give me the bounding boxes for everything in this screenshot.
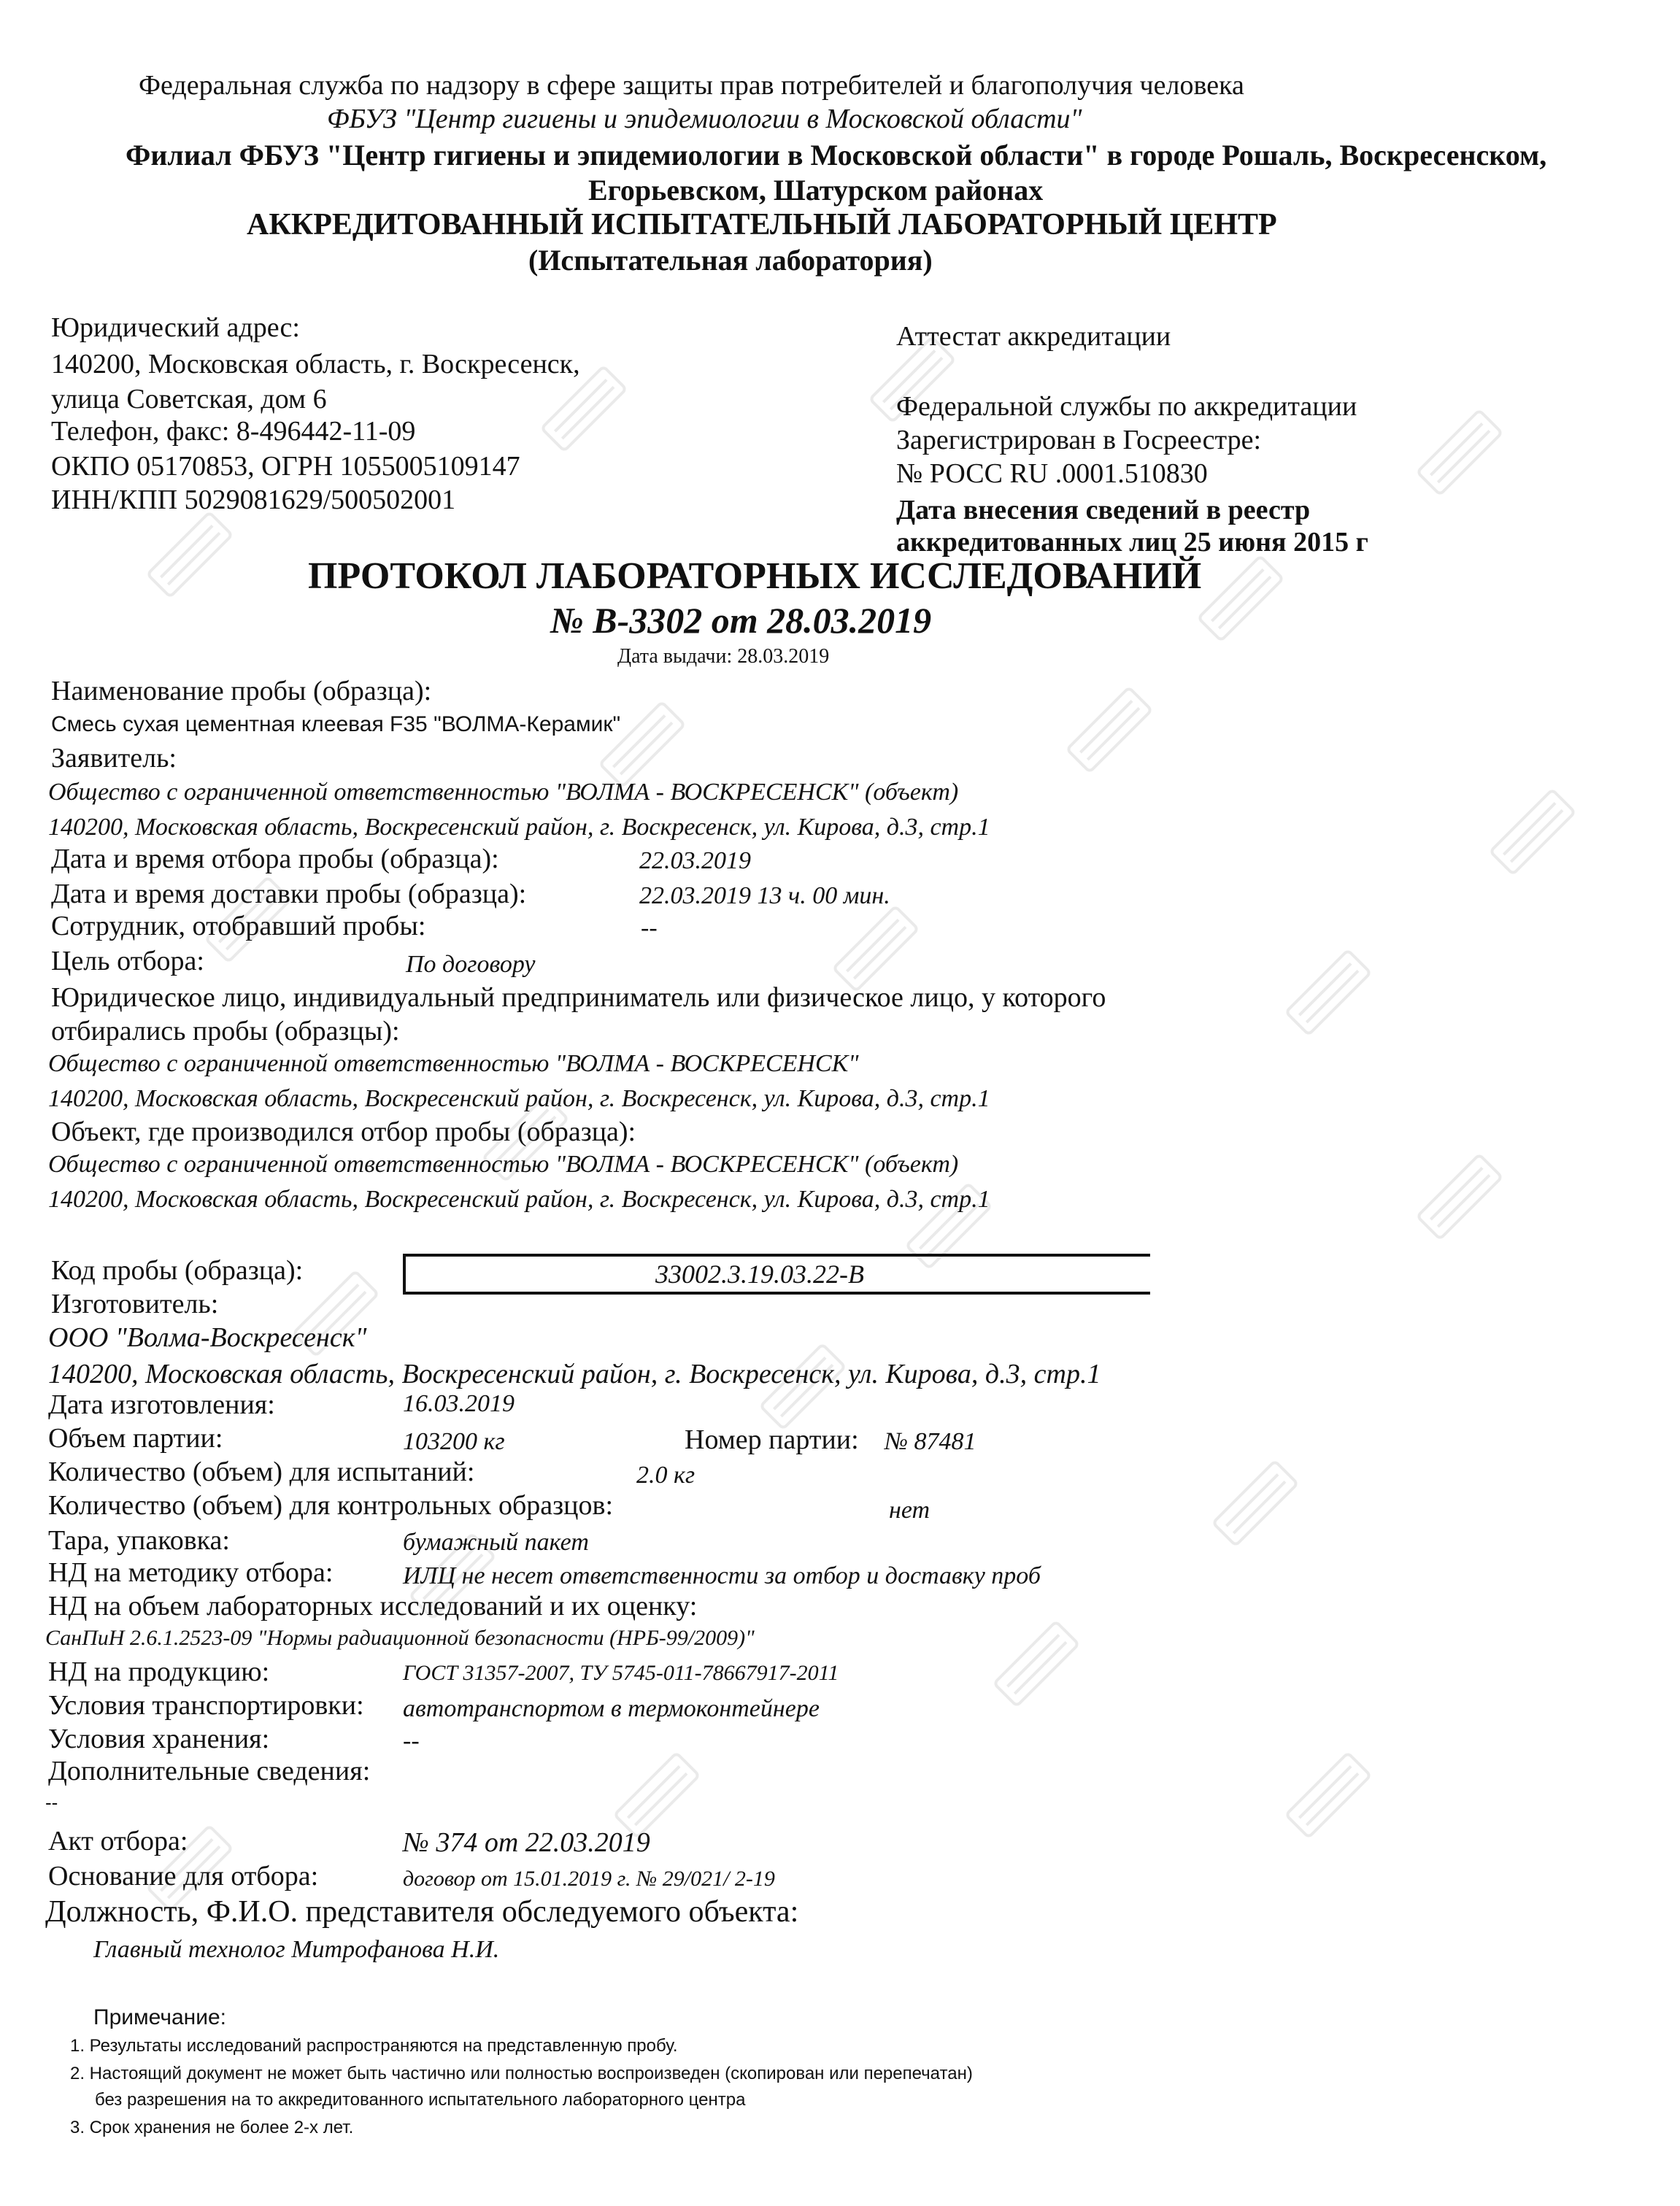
sampling-date-value: 22.03.2019 <box>639 847 751 874</box>
package-label: Тара, упаковка: <box>48 1525 230 1556</box>
basis-label: Основание для отбора: <box>48 1861 319 1891</box>
entity-name: Общество с ограниченной ответственностью "ВОЛМА - ВОСКРЕСЕНСК" <box>48 1050 859 1077</box>
representative-value: Главный технолог Митрофанова Н.И. <box>93 1936 500 1963</box>
stamp-watermark-icon <box>833 906 918 991</box>
header-line-6: (Испытательная лаборатория) <box>528 244 933 277</box>
product-nd-value: ГОСТ 31357-2007, ТУ 5745-011-78667917-2011 <box>403 1661 839 1685</box>
code-value: 33002.3.19.03.22-В <box>655 1260 864 1289</box>
method-label: НД на методику отбора: <box>48 1557 334 1588</box>
extra-label: Дополнительные сведения: <box>48 1756 371 1786</box>
mfg-date-label: Дата изготовления: <box>48 1389 275 1420</box>
batch-number-label: Номер партии: <box>685 1424 859 1455</box>
employee-label: Сотрудник, отобравший пробы: <box>51 911 426 941</box>
stamp-watermark-icon <box>1213 1461 1298 1546</box>
stamp-watermark-icon <box>1417 410 1502 495</box>
manufacturer-label: Изготовитель: <box>51 1289 219 1319</box>
transport-label: Условия транспортировки: <box>48 1690 364 1721</box>
test-qty-value: 2.0 кг <box>636 1462 695 1489</box>
header-line-3: Филиал ФБУЗ "Центр гигиены и эпидемиологии в Московской области" в городе Рошаль, Воскресенском, <box>126 139 1547 171</box>
header-line-2: ФБУЗ "Центр гигиены и эпидемиологии в Московской области" <box>327 104 1082 134</box>
basis-value: договор от 15.01.2019 г. № 29/021/ 2-19 <box>403 1867 775 1891</box>
object-address: 140200, Московская область, Воскресенский район, г. Воскресенск, ул. Кирова, д.3, стр.1 <box>48 1186 990 1213</box>
employee-value: -- <box>641 914 658 941</box>
method-value: ИЛЦ не несет ответственности за отбор и доставку проб <box>403 1562 1041 1589</box>
applicant-address: 140200, Московская область, Воскресенский район, г. Воскресенск, ул. Кирова, д.3, стр.1 <box>48 814 990 841</box>
issue-date: Дата выдачи: 28.03.2019 <box>617 645 830 668</box>
legal-address-line-2: улица Советская, дом 6 <box>51 384 327 414</box>
entity-label-2: отбирались пробы (образцы): <box>51 1016 400 1046</box>
legal-address-line-1: 140200, Московская область, г. Воскресенск, <box>51 349 580 379</box>
sample-name-value: Смесь сухая цементная клеевая F35 "ВОЛМА-Керамик" <box>51 712 621 736</box>
purpose-label: Цель отбора: <box>51 946 204 976</box>
header-line-1: Федеральная служба по надзору в сфере защиты прав потребителей и благополучия человека <box>139 70 1244 101</box>
product-nd-label: НД на продукцию: <box>48 1657 270 1687</box>
stamp-watermark-icon <box>147 512 232 597</box>
note-2: 2. Настоящий документ не может быть частично или полностью воспроизведен (скопирован или перепечатан) <box>70 2064 973 2083</box>
entity-address: 140200, Московская область, Воскресенский район, г. Воскресенск, ул. Кирова, д.3, стр.1 <box>48 1085 990 1112</box>
applicant-name: Общество с ограниченной ответственностью "ВОЛМА - ВОСКРЕСЕНСК" (объект) <box>48 779 959 806</box>
transport-value: автотранспортом в термоконтейнере <box>403 1695 820 1722</box>
storage-label: Условия хранения: <box>48 1724 270 1754</box>
registry-date-line-2: аккредитованных лиц 25 июня 2015 г <box>896 527 1368 558</box>
package-value: бумажный пакет <box>403 1529 589 1556</box>
batch-volume-value: 103200 кг <box>403 1428 505 1455</box>
batch-number-value: № 87481 <box>885 1428 976 1455</box>
notes-title: Примечание: <box>93 2005 226 2029</box>
act-label: Акт отбора: <box>48 1826 188 1856</box>
scope-label: НД на объем лабораторных исследований и их оценку: <box>48 1591 698 1621</box>
registry-label: Зарегистрирован в Госреестре: <box>896 425 1262 455</box>
okpo-ogrn: ОКПО 05170853, ОГРН 1055005109147 <box>51 451 520 482</box>
stamp-watermark-icon <box>1490 790 1575 874</box>
act-value: № 374 от 22.03.2019 <box>403 1827 650 1858</box>
note-3: 3. Срок хранения не более 2-х лет. <box>70 2118 354 2137</box>
registry-date-line-1: Дата внесения сведений в реестр <box>896 495 1311 525</box>
header-line-5: АККРЕДИТОВАННЫЙ ИСПЫТАТЕЛЬНЫЙ ЛАБОРАТОРНЫЙ ЦЕНТР <box>247 208 1277 242</box>
accreditation-title: Аттестат аккредитации <box>896 321 1171 352</box>
sample-name-label: Наименование пробы (образца): <box>51 676 432 706</box>
sampling-date-label: Дата и время отбора пробы (образца): <box>51 844 499 874</box>
legal-address-label: Юридический адрес: <box>51 312 300 343</box>
note-2-continued: без разрешения на то аккредитованного испытательного лабораторного центра <box>95 2090 746 2110</box>
extra-value: -- <box>45 1792 58 1813</box>
entity-label-1: Юридическое лицо, индивидуальный предприниматель или физическое лицо, у которого <box>51 982 1106 1013</box>
stamp-watermark-icon <box>1286 950 1371 1035</box>
accreditation-authority: Федеральной службы по аккредитации <box>896 391 1357 422</box>
delivery-date-label: Дата и время доставки пробы (образца): <box>51 879 527 909</box>
header-line-4: Егорьевском, Шатурском районах <box>588 174 1044 207</box>
purpose-value: По договору <box>406 951 536 978</box>
delivery-date-value: 22.03.2019 13 ч. 00 мин. <box>639 882 890 909</box>
batch-volume-label: Объем партии: <box>48 1423 223 1454</box>
stamp-watermark-icon <box>1417 1154 1502 1239</box>
mfg-date-value: 16.03.2019 <box>403 1390 515 1417</box>
note-1: 1. Результаты исследований распространяются на представленную пробу. <box>70 2036 678 2056</box>
inn-kpp: ИНН/КПП 5029081629/500502001 <box>51 485 456 515</box>
stamp-watermark-icon <box>994 1621 1079 1706</box>
applicant-label: Заявитель: <box>51 743 177 774</box>
registry-number: № РОСС RU .0001.510830 <box>896 458 1208 489</box>
stamp-watermark-icon <box>1286 1753 1371 1837</box>
scope-value: СанПиН 2.6.1.2523-09 "Нормы радиационной безопасности (НРБ-99/2009)" <box>45 1626 755 1650</box>
control-qty-label: Количество (объем) для контрольных образцов: <box>48 1490 614 1521</box>
code-label: Код пробы (образца): <box>51 1255 304 1286</box>
protocol-title: ПРОТОКОЛ ЛАБОРАТОРНЫХ ИССЛЕДОВАНИЙ <box>308 555 1202 597</box>
manufacturer-name: ООО "Волма-Воскресенск" <box>48 1322 367 1353</box>
object-label: Объект, где производился отбор пробы (образца): <box>51 1117 636 1147</box>
control-qty-value: нет <box>889 1497 930 1524</box>
stamp-watermark-icon <box>1067 687 1152 772</box>
phone-fax: Телефон, факс: 8-496442-11-09 <box>51 416 416 447</box>
object-name: Общество с ограниченной ответственностью "ВОЛМА - ВОСКРЕСЕНСК" (объект) <box>48 1151 959 1178</box>
stamp-watermark-icon <box>614 1753 699 1837</box>
stamp-watermark-icon <box>1198 556 1283 641</box>
manufacturer-address: 140200, Московская область, Воскресенский район, г. Воскресенск, ул. Кирова, д.3, стр.1 <box>48 1359 1101 1389</box>
protocol-number: № В-3302 от 28.03.2019 <box>550 600 932 641</box>
storage-value: -- <box>403 1727 420 1754</box>
test-qty-label: Количество (объем) для испытаний: <box>48 1457 475 1487</box>
representative-label: Должность, Ф.И.О. представителя обследуемого объекта: <box>45 1895 799 1929</box>
